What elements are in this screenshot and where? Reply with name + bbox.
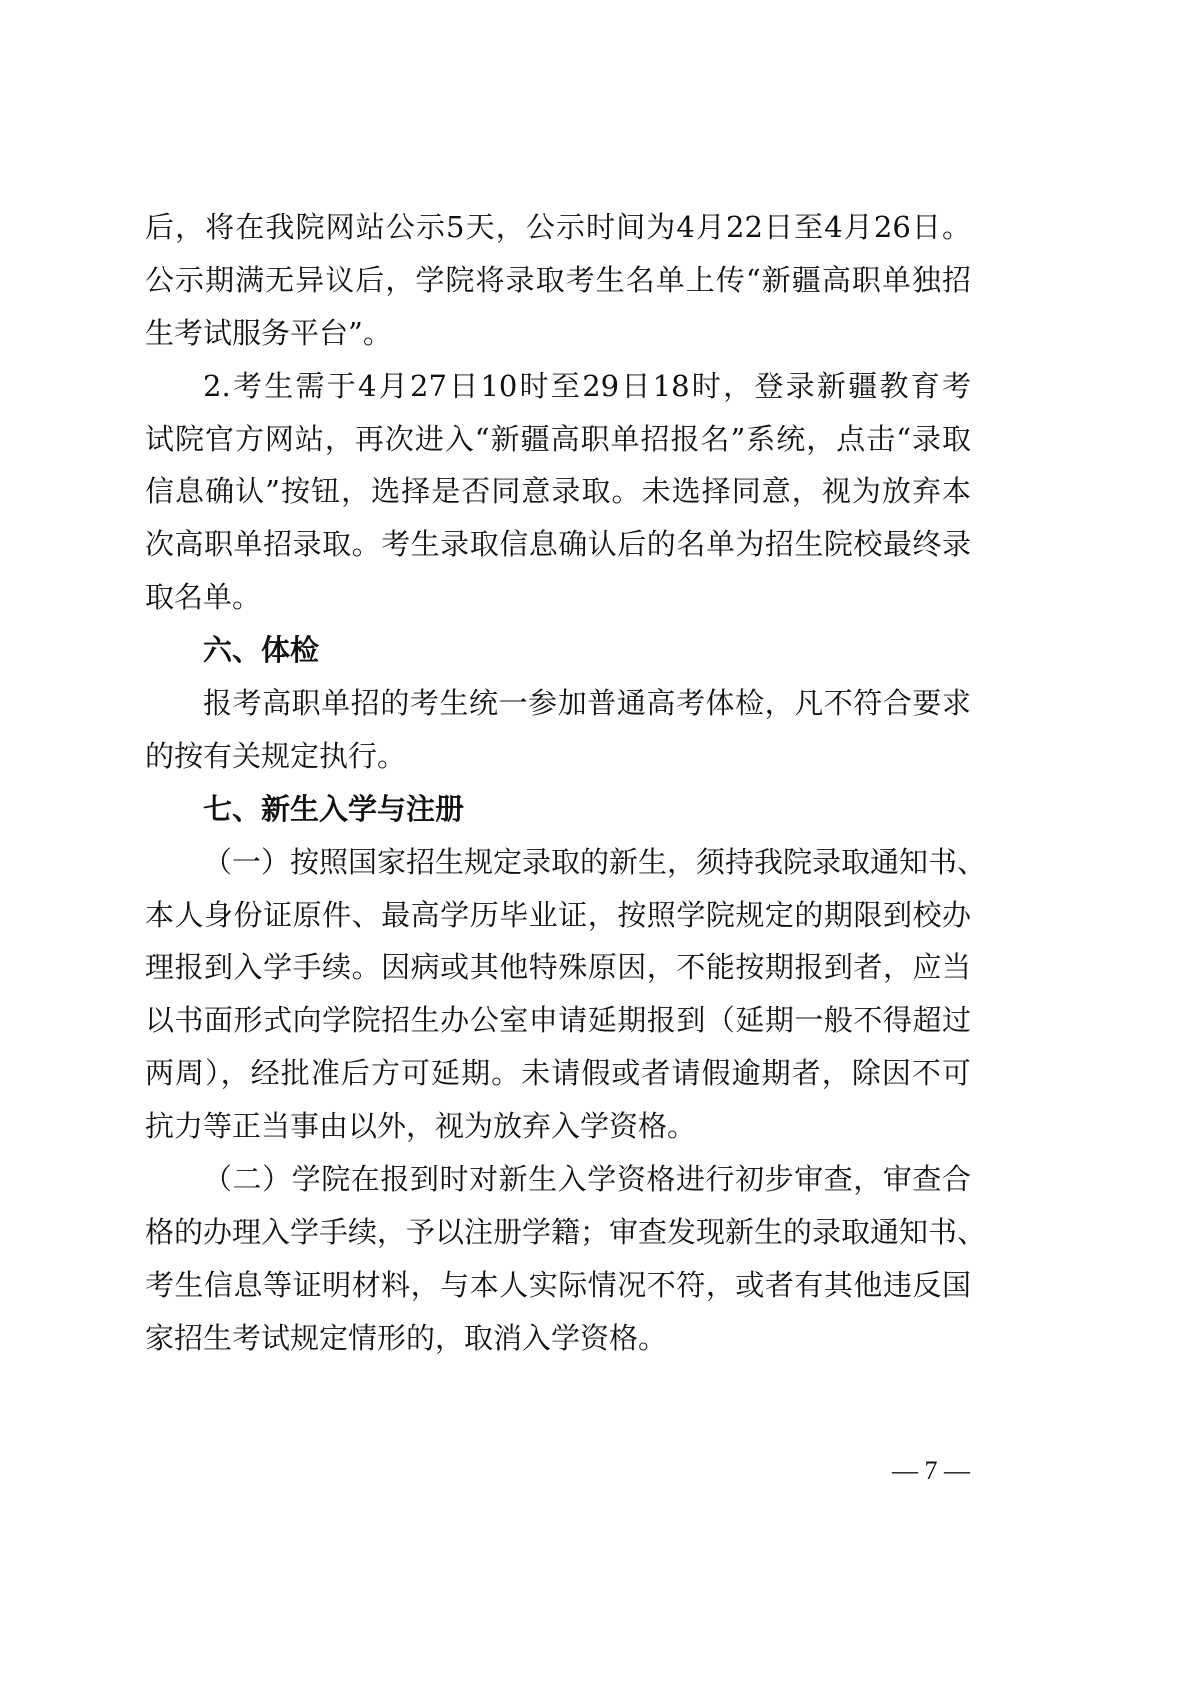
page-number: — 7 — [892,1456,970,1485]
text-line: 试院官方网站，再次进入“新疆高职单招报名”系统，点击“录取 [145,421,971,456]
text-line: 信息确认”按钮，选择是否同意录取。未选择同意，视为放弃本 [145,474,971,509]
text-line: 理报到入学手续。因病或其他特殊原因，不能按期报到者，应当 [145,950,971,985]
text-line: 两周），经批准后方可延期。未请假或者请假逾期者，除因不可 [145,1056,971,1091]
text-line: 后，将在我院网站公示5天，公示时间为4月22日至4月26日。 [145,210,971,244]
text-line: 2.考生需于4月27日10时至29日18时，登录新疆教育考 [203,368,971,403]
text-line: 公示期满无异议后，学院将录取考生名单上传“新疆高职单独招 [145,262,971,297]
text-line: 家招生考试规定情形的，取消入学资格。 [145,1320,668,1355]
text-line: 次高职单招录取。考生录取信息确认后的名单为招生院校最终录 [145,527,971,562]
text-line: 抗力等正当事由以外，视为放弃入学资格。 [145,1109,697,1144]
text-line: 格的办理入学手续，予以注册学籍；审查发现新生的录取通知书、 [145,1214,987,1249]
text-line: 报考高职单招的考生统一参加普通高考体检，凡不符合要求 [203,686,971,721]
text-line: 本人身份证原件、最高学历毕业证，按照学院规定的期限到校办 [145,897,971,932]
section-heading: 六、体检 [203,633,320,668]
document-body [145,201,987,1365]
text-line: 考生信息等证明材料，与本人实际情况不符，或者有其他违反国 [145,1267,971,1302]
section-heading: 七、新生入学与注册 [203,791,465,826]
text-line: 以书面形式向学院招生办公室申请延期报到（延期一般不得超过 [145,1003,971,1038]
text-line: （二）学院在报到时对新生入学资格进行初步审查，审查合 [203,1162,971,1197]
text-line: 生考试服务平台”。 [145,315,392,350]
text-line: 取名单。 [145,580,262,615]
text-line: （一）按照国家招生规定录取的新生，须持我院录取通知书、 [203,844,987,879]
text-line: 的按有关规定执行。 [145,738,407,773]
